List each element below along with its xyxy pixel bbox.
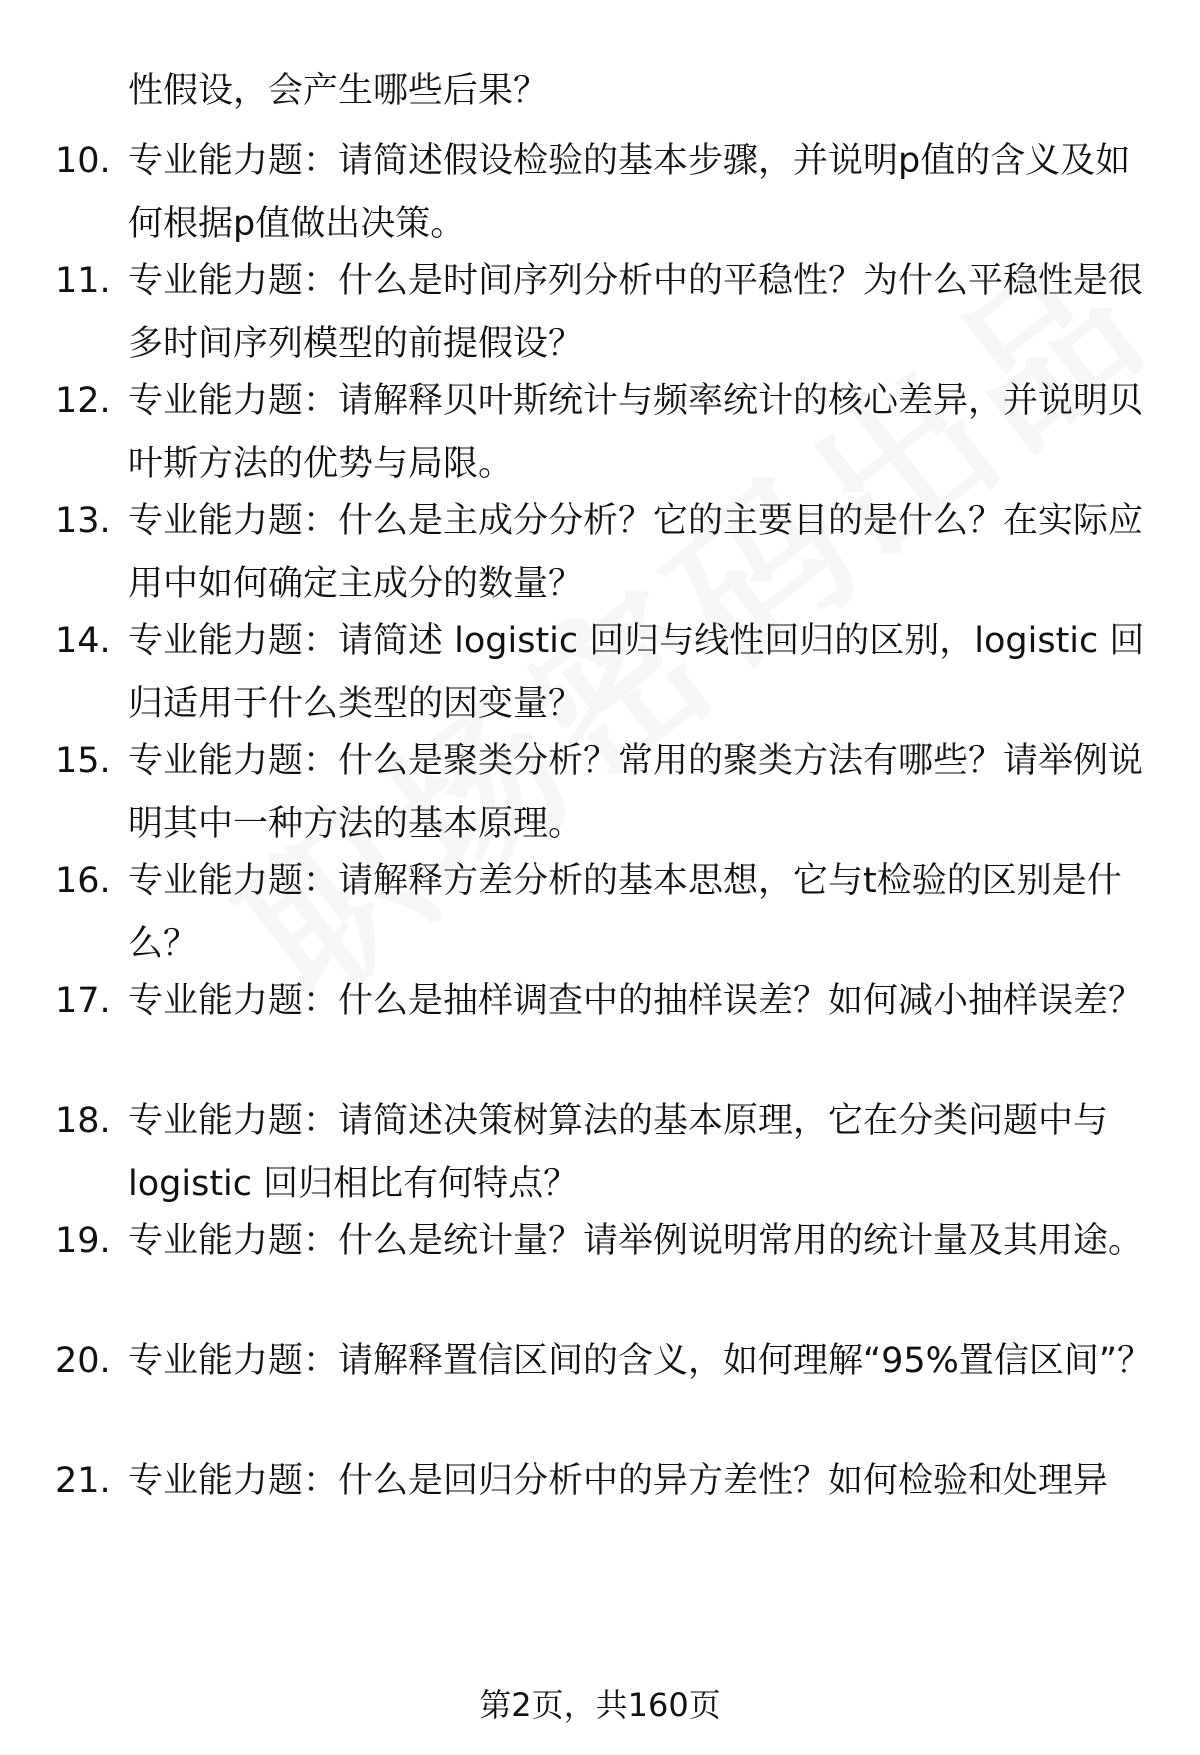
question-number: 15. [55,741,111,781]
question-number: 13. [55,501,111,541]
question-text: 专业能力题：什么是时间序列分析中的平稳性？为什么平稳性是很多时间序列模型的前提假设？ [128,261,1144,364]
question-number: 20. [55,1341,111,1381]
question-number: 11. [55,261,111,301]
question-text: 专业能力题：什么是主成分分析？它的主要目的是什么？在实际应用中如何确定主成分的数量？ [128,501,1144,604]
question-text: 专业能力题：请解释置信区间的含义，如何理解“95%置信区间”？ [128,1341,1153,1381]
question-number: 18. [55,1101,111,1141]
question-text: 专业能力题：请简述 logistic 回归与线性回归的区别，logistic 回归适用于什么类型的因变量？ [128,621,1145,724]
question-text: 专业能力题：请解释贝叶斯统计与频率统计的核心差异，并说明贝叶斯方法的优势与局限。 [128,381,1144,484]
question-number: 17. [55,981,111,1021]
question-number: 16. [55,861,111,901]
continuation-text: 性假设，会产生哪些后果？ [128,71,549,111]
question-text: 专业能力题：什么是聚类分析？常用的聚类方法有哪些？请举例说明其中一种方法的基本原理。 [128,741,1144,844]
question-number: 19. [55,1221,111,1261]
page-footer: 第2页，共160页 [479,1686,721,1724]
question-number: 21. [55,1461,111,1501]
question-number: 14. [55,621,111,661]
question-text: 专业能力题：什么是抽样调查中的抽样误差？如何减小抽样误差？ [128,981,1144,1021]
question-text: 专业能力题：请简述决策树算法的基本原理，它在分类问题中与logistic 回归相比有何特点？ [128,1101,1109,1204]
question-text: 专业能力题：请解释方差分析的基本思想，它与t检验的区别是什么？ [128,861,1122,964]
question-text: 专业能力题：什么是回归分析中的异方差性？如何检验和处理异 [128,1461,1109,1501]
question-text: 专业能力题：请简述假设检验的基本步骤，并说明p值的含义及如何根据p值做出决策。 [128,141,1131,244]
question-number: 12. [55,381,111,421]
question-text: 专业能力题：什么是统计量？请举例说明常用的统计量及其用途。 [128,1221,1144,1261]
question-number: 10. [55,141,111,181]
